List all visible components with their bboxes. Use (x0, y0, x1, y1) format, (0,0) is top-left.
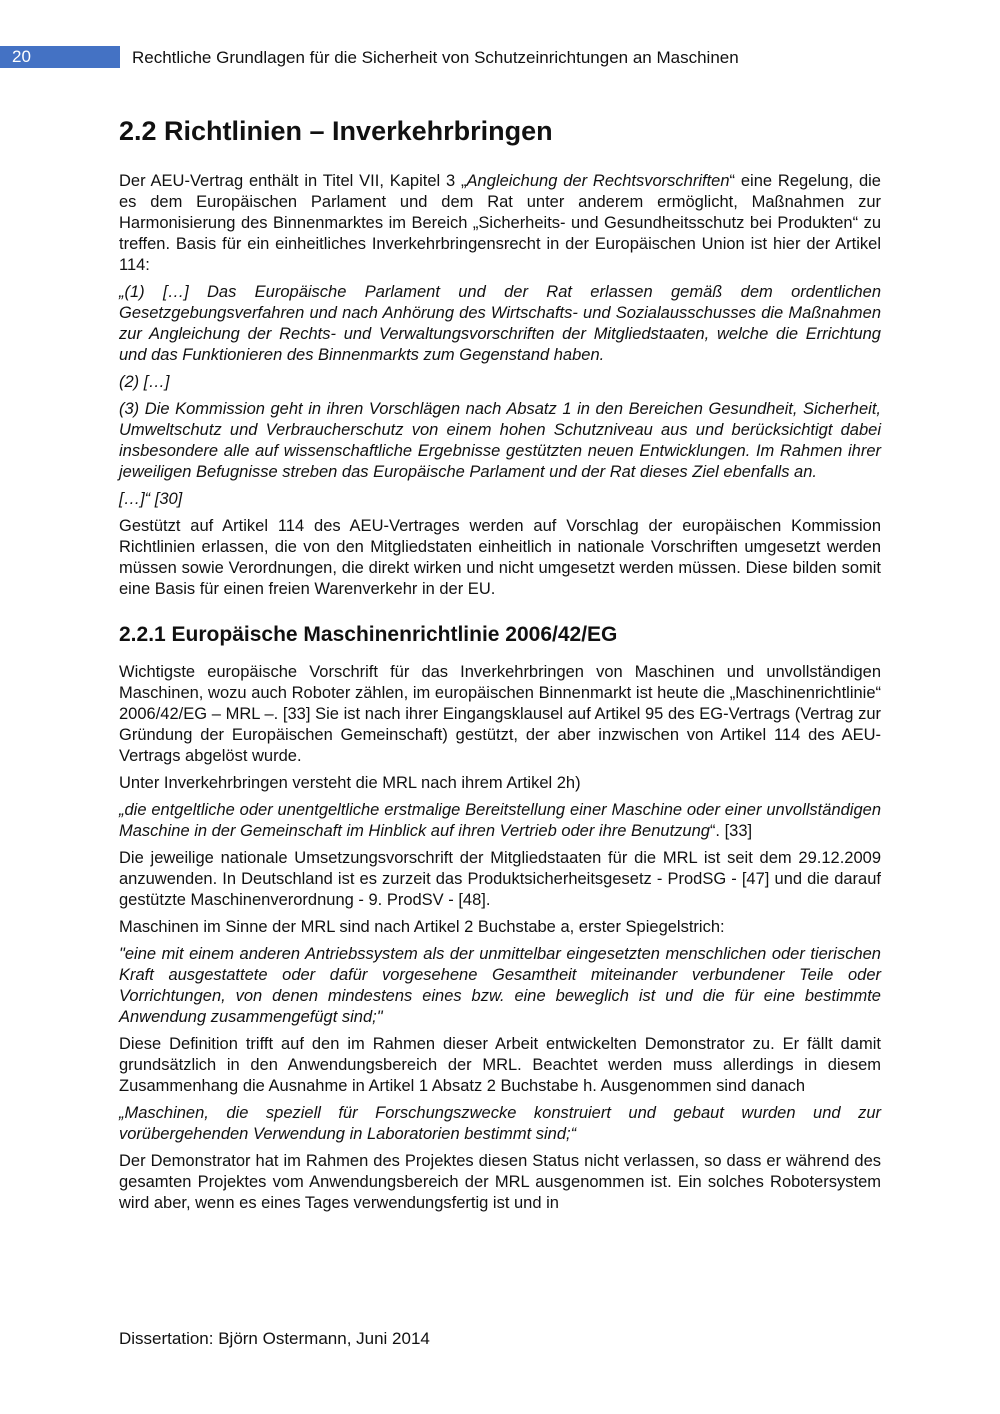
paragraph: Maschinen im Sinne der MRL sind nach Artikel 2 Buchstabe a, erster Spiegelstrich: (119, 917, 725, 936)
paragraph: Der Demonstrator hat im Rahmen des Projektes diesen Status nicht verlassen, so dass er während des gesamten Projektes vom Anwendungsbereich der MRL ausgenommen ist. Ein solches Robotersystem wird aber, wenn es eines Tages verwendungsfertig ist und in (119, 1151, 881, 1212)
body-content (119, 115, 881, 1220)
running-header: Rechtliche Grundlagen für die Sicherheit von Schutzeinrichtungen an Maschinen (132, 48, 739, 67)
page-footer: Dissertation: Björn Ostermann, Juni 2014 (119, 1329, 430, 1348)
paragraph-text: Der AEU-Vertrag enthält in Titel VII, Kapitel 3 „ (119, 172, 467, 191)
paragraph: Die jeweilige nationale Umsetzungsvorschrift der Mitgliedstaaten für die MRL ist seit dem 29.12.2009 anzuwenden. In Deutschland ist es zurzeit das Produktsicherheitsgesetz - ProdSG - [47] und die darauf gestützte Maschinenverordnung - 9. ProdSV - [48]. (119, 848, 881, 909)
quote-paragraph: „(1) […] Das Europäische Parlament und der Rat erlassen gemäß dem ordentlichen Gesetzgebungsverfahren und nach Anhörung des Wirtschafts- und Sozialausschusses die Maßnahmen zur Angleichung der Rechts- und Verwaltungsvorschriften der Mitgliedstaaten, welche die Errichtung und das Funktionieren des Binnenmarkts zum Gegenstand haben. (119, 283, 881, 365)
citation-text: “. [33] (709, 821, 753, 840)
quote-paragraph: „Maschinen, die speziell für Forschungszwecke konstruiert und gebaut wurden und zur vorübergehenden Verwendung in Laboratorien bestimmt sind;“ (119, 1103, 881, 1143)
emphasis-text: „die entgeltliche oder unentgeltliche erstmalige Bereitstellung einer Maschine oder einer unvollständigen Maschine in der Gemeinschaft im Hinblick auf ihren Vertrieb oder ihre Benutzung (119, 800, 881, 840)
paragraph-text: “ eine Regelung, die es dem Europäischen Parlament und dem Rat unter anderem ermöglicht, Maßnahmen zur Harmonisierung des Binnenmarktes im Bereich „Sicherheits- und Gesundheitsschutz bei Produkten“ zu treffen. Basis für ein einheitliches Inverkehrbringensrecht in der Europäischen Union ist hier der Artikel 114: (119, 172, 881, 275)
paragraph: Unter Inverkehrbringen versteht die MRL nach ihrem Artikel 2h) (119, 773, 581, 792)
quote-paragraph: "eine mit einem anderen Antriebssystem als der unmittelbar eingesetzten menschlichen oder tierischen Kraft ausgestattete oder dafür vorgesehene Gesamtheit miteinander verbundener Teile oder Vorrichtungen, von denen mindestens eines bzw. eine beweglich ist und die für eine bestimmte Anwendung zusammengefügt sind;" (119, 944, 881, 1026)
paragraph (119, 171, 881, 276)
section-heading: 2.2 Richtlinien – Inverkehrbringen (119, 116, 553, 146)
paragraph: Gestützt auf Artikel 114 des AEU-Vertrages werden auf Vorschlag der europäischen Kommission Richtlinien erlassen, die von den Mitgliedstaten einheitlich in nationale Vorschriften umgesetzt werden müssen sowie Verordnungen, die direkt wirken und nicht umgesetzt werden müssen. Diese bilden somit eine Basis für einen freien Warenverkehr in der EU. (119, 517, 881, 599)
paragraph: Wichtigste europäische Vorschrift für das Inverkehrbringen von Maschinen und unvollständigen Maschinen, wozu auch Roboter zählen, im europäischen Binnenmarkt ist heute die „Maschinenrichtlinie“ 2006/42/EG – MRL –. [33] Sie ist nach ihrer Eingangsklausel auf Artikel 95 des EG-Vertrags (Vertrag zur Gründung der Europäischen Gemeinschaft) gestützt, der aber inzwischen von Artikel 114 des AEU-Vertrags abgelöst wurde. (119, 662, 881, 765)
quote-paragraph: (2) […] (119, 373, 170, 392)
paragraph: Diese Definition trifft auf den im Rahmen dieser Arbeit entwickelten Demonstrator zu. Er fällt damit grundsätzlich in den Anwendungsbereich der MRL. Beachtet werden muss allerdings in diesem Zusammenhang die Ausnahme in Artikel 1 Absatz 2 Buchstabe h. Ausgenommen sind danach (119, 1034, 881, 1095)
page-number: 20 (0, 46, 120, 68)
quote-paragraph (119, 800, 881, 842)
emphasis-text: Angleichung der Rechtsvorschriften (466, 172, 730, 191)
quote-paragraph: […]“ [30] (119, 490, 183, 509)
quote-paragraph: (3) Die Kommission geht in ihren Vorschlägen nach Absatz 1 in den Bereichen Gesundheit, Sicherheit, Umweltschutz und Verbraucherschutz von einem hohen Schutzniveau aus und berücksichtigt dabei insbesondere alle auf wissenschaftliche Ergebnisse gestützten neuen Entwicklungen. Im Rahmen ihrer jeweiligen Befugnisse streben das Europäische Parlament und der Rat dieses Ziel ebenfalls an. (119, 400, 881, 482)
subsection-heading: 2.2.1 Europäische Maschinenrichtlinie 2006/42/EG (119, 623, 618, 647)
